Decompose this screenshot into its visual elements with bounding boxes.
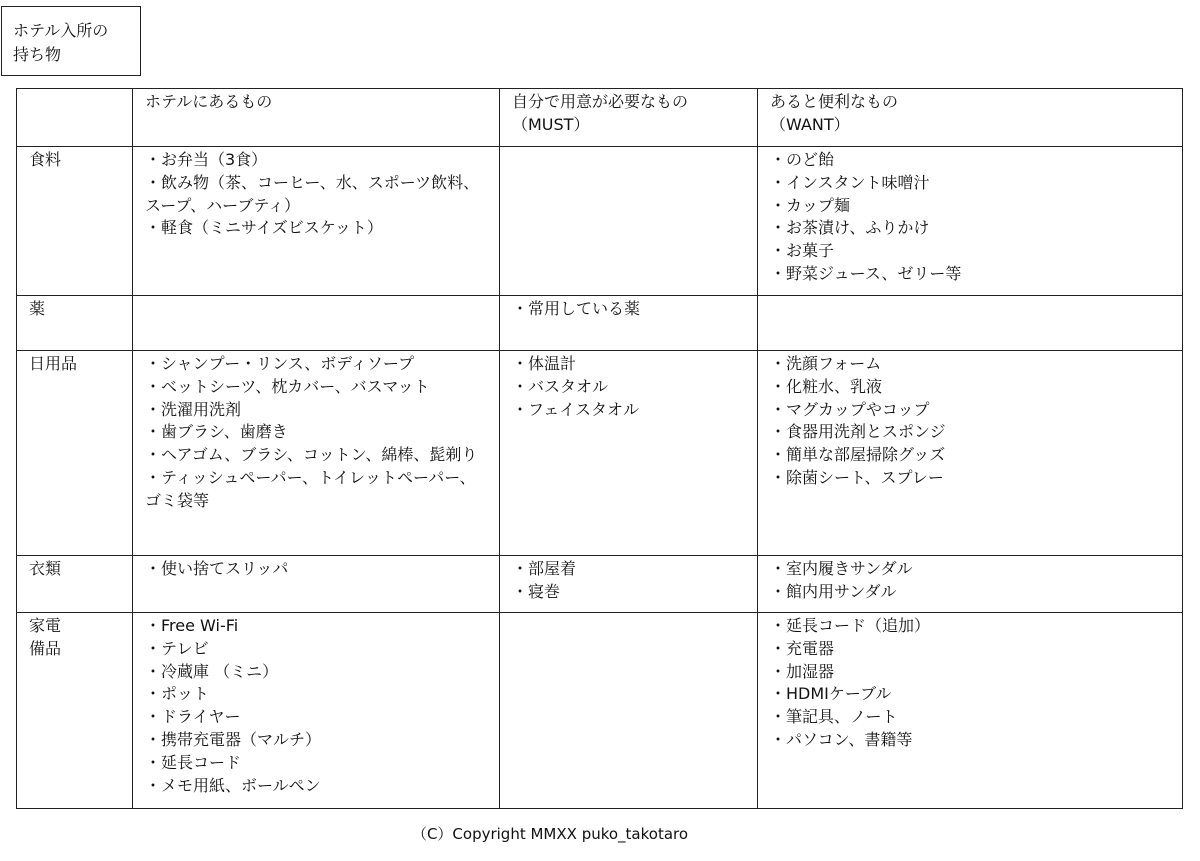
header-must-bring: 自分で用意が必要なもの （MUST） (500, 89, 758, 147)
want-items-cell: ・室内履きサンダル ・館内用サンダル (758, 556, 1183, 613)
must-items-cell (500, 147, 758, 296)
row-category: 日用品 (17, 351, 133, 556)
table-row (17, 147, 1183, 296)
copyright-notice: （C）Copyright MMXX puko_takotaro (411, 825, 689, 843)
header-category (17, 89, 133, 147)
must-items-cell (500, 613, 758, 809)
table-row (17, 613, 1183, 809)
hotel-items-cell: ・使い捨てスリッパ (133, 556, 500, 613)
hotel-items-cell: ・お弁当（3食） ・飲み物（茶、コーヒー、水、スポーツ飲料、スープ、ハーブティ） ・軽食（ミニサイズビスケット） (133, 147, 500, 296)
want-items-cell (758, 296, 1183, 351)
hotel-items-cell: ・Free Wi-Fi ・テレビ ・冷蔵庫 （ミニ） ・ポット ・ドライヤー ・携帯充電器（マルチ） ・延長コード ・メモ用紙、ボールペン (133, 613, 500, 809)
table-row (17, 556, 1183, 613)
row-category: 食料 (17, 147, 133, 296)
want-items-cell: ・のど飴 ・インスタント味噌汁 ・カップ麺 ・お茶漬け、ふりかけ ・お菓子 ・野菜ジュース、ゼリー等 (758, 147, 1183, 296)
hotel-items-cell: ・シャンプー・リンス、ボディソープ ・ベットシーツ、枕カバー、バスマット ・洗濯用洗剤 ・歯ブラシ、歯磨き ・ヘアゴム、ブラシ、コットン、綿棒、髭剃り ・ティッシュペーパー、トイレットペーパー、ゴミ袋等 (133, 351, 500, 556)
must-items-cell: ・常用している薬 (500, 296, 758, 351)
row-category: 薬 (17, 296, 133, 351)
must-items-cell: ・体温計 ・バスタオル ・フェイスタオル (500, 351, 758, 556)
row-category: 家電 備品 (17, 613, 133, 809)
must-items-cell: ・部屋着 ・寝巻 (500, 556, 758, 613)
header-nice-to-have: あると便利なもの （WANT） (758, 89, 1183, 147)
want-items-cell: ・延長コード（追加） ・充電器 ・加湿器 ・HDMIケーブル ・筆記具、ノート ・パソコン、書籍等 (758, 613, 1183, 809)
header-hotel-provided: ホテルにあるもの (133, 89, 500, 147)
table-row (17, 296, 1183, 351)
row-category: 衣類 (17, 556, 133, 613)
table-row (17, 351, 1183, 556)
packing-list-table (16, 88, 1183, 809)
hotel-items-cell (133, 296, 500, 351)
want-items-cell: ・洗顔フォーム ・化粧水、乳液 ・マグカップやコップ ・食器用洗剤とスポンジ ・簡単な部屋掃除グッズ ・除菌シート、スプレー (758, 351, 1183, 556)
table-header-row (17, 89, 1183, 147)
page-title: ホテル入所の 持ち物 (1, 6, 141, 76)
